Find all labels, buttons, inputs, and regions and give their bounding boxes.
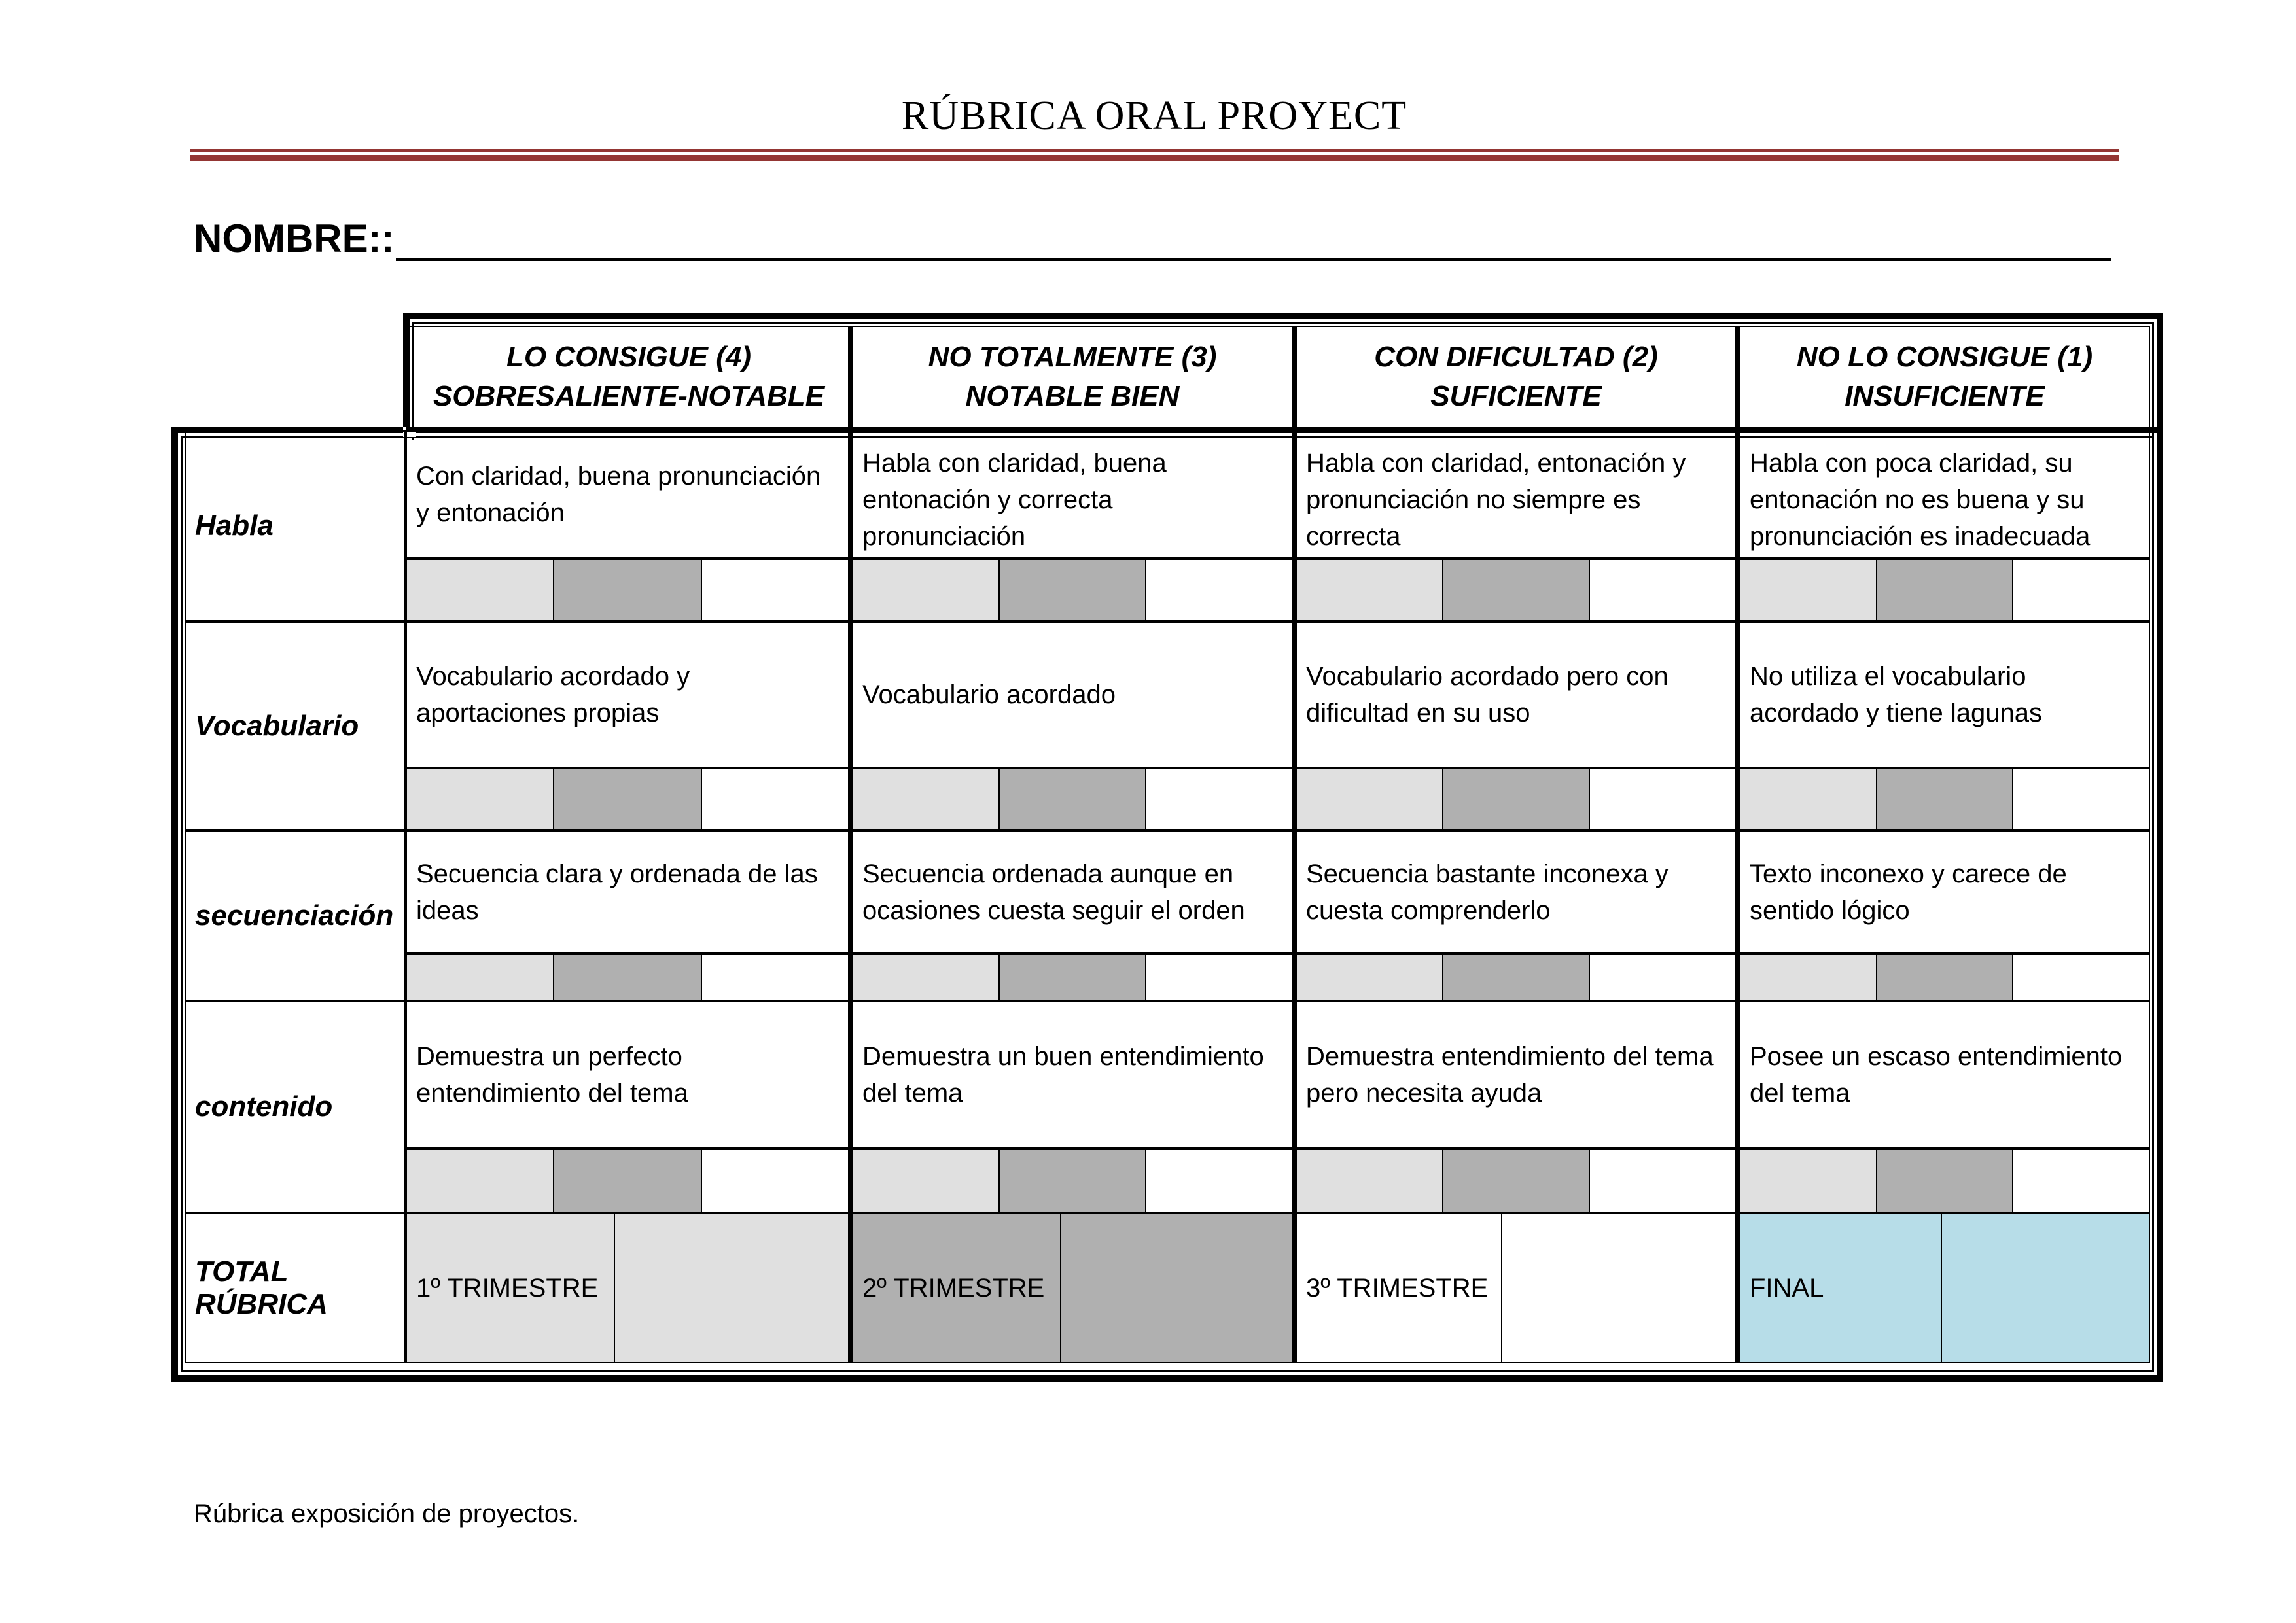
score-boxes[interactable]: [849, 1149, 1293, 1213]
criterion-cell: Demuestra entendimiento del tema pero necesita ayuda: [1293, 1001, 1737, 1149]
column-header: [1293, 326, 1737, 430]
criterion-cell: Con claridad, buena pronunciación y entonación: [406, 430, 849, 559]
score-box[interactable]: [1297, 769, 1443, 829]
score-box[interactable]: [1297, 955, 1443, 1000]
score-box[interactable]: [1146, 560, 1292, 620]
score-box[interactable]: [1590, 1150, 1735, 1212]
criterion-cell: Texto inconexo y carece de sentido lógico: [1737, 831, 2150, 954]
score-box[interactable]: [1877, 769, 2014, 829]
criterion-cell: No utiliza el vocabulario acordado y tiene lagunas: [1737, 621, 2150, 768]
column-header: [406, 326, 849, 430]
rubric-table: [185, 326, 2150, 1369]
row-label-habla: Habla: [185, 430, 406, 621]
column-grade: NOTABLE BIEN: [965, 380, 1180, 412]
period-score[interactable]: [1061, 1214, 1292, 1362]
score-box[interactable]: [853, 769, 1000, 829]
column-score: CON DIFICULTAD (2): [1374, 341, 1658, 373]
score-boxes[interactable]: [406, 559, 849, 621]
score-box[interactable]: [1000, 560, 1146, 620]
score-box[interactable]: [554, 1150, 701, 1212]
score-boxes[interactable]: [1293, 768, 1737, 831]
period-score[interactable]: [1502, 1214, 1735, 1362]
title-rule: [190, 149, 2119, 161]
score-box[interactable]: [1000, 955, 1146, 1000]
period-label: 1º TRIMESTRE: [407, 1214, 615, 1362]
criterion-cell: Vocabulario acordado pero con dificultad en su uso: [1293, 621, 1737, 768]
criterion-cell: Demuestra un buen entendimiento del tema: [849, 1001, 1293, 1149]
score-box[interactable]: [2013, 560, 2149, 620]
row-label-contenido: contenido: [185, 1001, 406, 1213]
score-boxes[interactable]: [1737, 954, 2150, 1001]
score-box[interactable]: [1146, 1150, 1292, 1212]
score-boxes[interactable]: [406, 768, 849, 831]
score-box[interactable]: [1877, 955, 2014, 1000]
score-box[interactable]: [702, 1150, 848, 1212]
score-box[interactable]: [1877, 1150, 2014, 1212]
score-box[interactable]: [2013, 955, 2149, 1000]
row-label-secuenciacion: secuenciación: [185, 831, 406, 1001]
criterion-cell: Posee un escaso entendimiento del tema: [1737, 1001, 2150, 1149]
column-grade: INSUFICIENTE: [1845, 380, 2045, 412]
row-label-total: TOTAL RÚBRICA: [185, 1213, 406, 1363]
period-label: 3º TRIMESTRE: [1297, 1214, 1502, 1362]
criterion-cell: Habla con claridad, buena entonación y correcta pronunciación: [849, 430, 1293, 559]
criterion-cell: Vocabulario acordado: [849, 621, 1293, 768]
score-boxes[interactable]: [849, 954, 1293, 1001]
score-boxes[interactable]: [1737, 1149, 2150, 1213]
criterion-cell: Habla con poca claridad, su entonación no es buena y su pronunciación es inadecuada: [1737, 430, 2150, 559]
column-score: LO CONSIGUE (4): [506, 341, 752, 373]
score-box[interactable]: [1297, 1150, 1443, 1212]
score-box[interactable]: [1740, 560, 1877, 620]
name-line[interactable]: [396, 220, 2111, 261]
score-boxes[interactable]: [849, 768, 1293, 831]
criterion-cell: Habla con claridad, entonación y pronunciación no siempre es correcta: [1293, 430, 1737, 559]
score-boxes[interactable]: [406, 1149, 849, 1213]
column-header: [849, 326, 1293, 430]
score-box[interactable]: [1146, 955, 1292, 1000]
total-trimestre-1[interactable]: [406, 1213, 849, 1363]
total-trimestre-3[interactable]: [1293, 1213, 1737, 1363]
score-box[interactable]: [1740, 955, 1877, 1000]
score-box[interactable]: [554, 560, 701, 620]
score-box[interactable]: [1297, 560, 1443, 620]
column-header: [1737, 326, 2150, 430]
score-box[interactable]: [2013, 769, 2149, 829]
period-score[interactable]: [1942, 1214, 2149, 1362]
column-grade: SOBRESALIENTE-NOTABLE: [433, 380, 825, 412]
total-trimestre-2[interactable]: [849, 1213, 1293, 1363]
score-box[interactable]: [1877, 560, 2014, 620]
score-box[interactable]: [1443, 769, 1590, 829]
score-box[interactable]: [1590, 955, 1735, 1000]
page-title: RÚBRICA ORAL PROYECT: [901, 94, 1407, 138]
score-box[interactable]: [1740, 1150, 1877, 1212]
score-box[interactable]: [853, 955, 1000, 1000]
footer-note: Rúbrica exposición de proyectos.: [194, 1499, 580, 1528]
score-box[interactable]: [1443, 955, 1590, 1000]
score-box[interactable]: [1590, 560, 1735, 620]
score-box[interactable]: [1443, 560, 1590, 620]
score-box[interactable]: [853, 560, 1000, 620]
score-boxes[interactable]: [1293, 1149, 1737, 1213]
score-box[interactable]: [554, 955, 701, 1000]
column-score: NO TOTALMENTE (3): [928, 341, 1217, 373]
score-box[interactable]: [853, 1150, 1000, 1212]
score-boxes[interactable]: [849, 559, 1293, 621]
row-label-vocabulario: Vocabulario: [185, 621, 406, 831]
column-score: NO LO CONSIGUE (1): [1796, 341, 2093, 373]
name-label: NOMBRE::: [194, 217, 395, 260]
score-box[interactable]: [2013, 1150, 2149, 1212]
score-boxes[interactable]: [1737, 559, 2150, 621]
period-label: 2º TRIMESTRE: [853, 1214, 1061, 1362]
score-box[interactable]: [702, 560, 848, 620]
period-score[interactable]: [615, 1214, 848, 1362]
score-boxes[interactable]: [1737, 768, 2150, 831]
criterion-cell: Demuestra un perfecto entendimiento del tema: [406, 1001, 849, 1149]
table-corner: [185, 326, 406, 430]
total-final[interactable]: [1737, 1213, 2150, 1363]
column-grade: SUFICIENTE: [1430, 380, 1602, 412]
criterion-cell: Secuencia ordenada aunque en ocasiones cuesta seguir el orden: [849, 831, 1293, 954]
score-box[interactable]: [407, 560, 554, 620]
score-boxes[interactable]: [406, 954, 849, 1001]
score-boxes[interactable]: [1293, 559, 1737, 621]
score-box[interactable]: [407, 955, 554, 1000]
criterion-cell: Secuencia clara y ordenada de las ideas: [406, 831, 849, 954]
score-box[interactable]: [1443, 1150, 1590, 1212]
score-box[interactable]: [702, 769, 848, 829]
score-boxes[interactable]: [1293, 954, 1737, 1001]
score-box[interactable]: [407, 769, 554, 829]
criterion-cell: Secuencia bastante inconexa y cuesta comprenderlo: [1293, 831, 1737, 954]
name-field[interactable]: [194, 216, 2111, 261]
criterion-cell: Vocabulario acordado y aportaciones propias: [406, 621, 849, 768]
score-box[interactable]: [1000, 1150, 1146, 1212]
score-box[interactable]: [1590, 769, 1735, 829]
score-box[interactable]: [702, 955, 848, 1000]
period-label: FINAL: [1740, 1214, 1942, 1362]
score-box[interactable]: [1000, 769, 1146, 829]
score-box[interactable]: [1740, 769, 1877, 829]
score-box[interactable]: [554, 769, 701, 829]
score-box[interactable]: [1146, 769, 1292, 829]
score-box[interactable]: [407, 1150, 554, 1212]
